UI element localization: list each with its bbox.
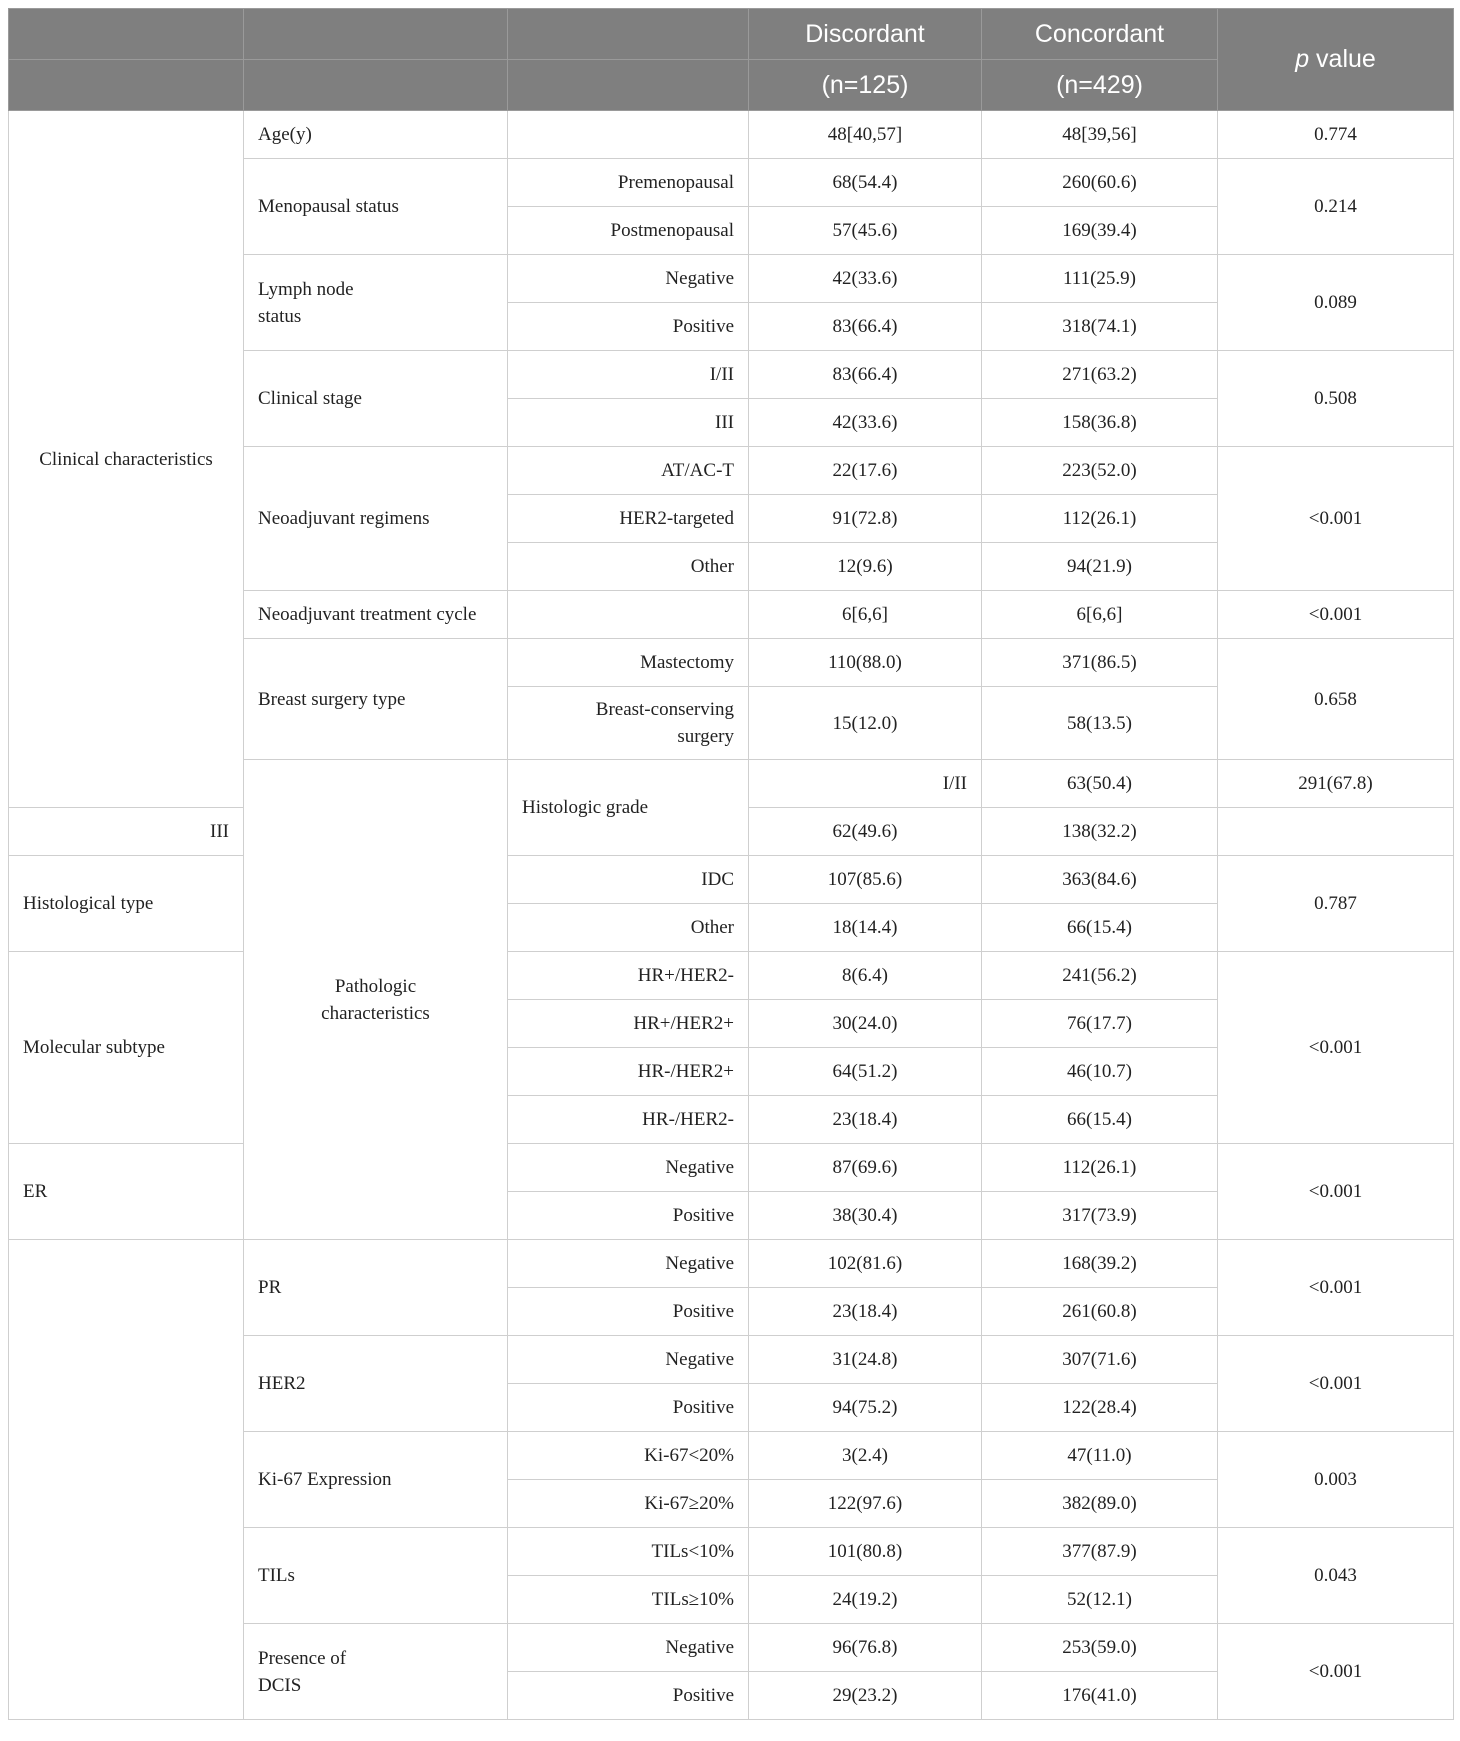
concordant-value: 318(74.1) xyxy=(982,303,1218,351)
concordant-value: 271(63.2) xyxy=(982,351,1218,399)
concordant-value: 112(26.1) xyxy=(982,495,1218,543)
header-group-cell xyxy=(9,9,244,60)
variable-label: TILs xyxy=(244,1528,508,1624)
concordant-value: 94(21.9) xyxy=(982,543,1218,591)
level-label: Negative xyxy=(508,1144,749,1192)
concordant-value: 76(17.7) xyxy=(982,1000,1218,1048)
level-label: Negative xyxy=(508,255,749,303)
header-group-cell xyxy=(9,60,244,111)
discordant-value: 38(30.4) xyxy=(749,1192,982,1240)
p-value: 0.003 xyxy=(1218,1432,1454,1528)
variable-label: Lymph node status xyxy=(244,255,508,351)
table-body xyxy=(9,111,1454,1720)
discordant-value: 24(19.2) xyxy=(749,1576,982,1624)
level-label: Mastectomy xyxy=(508,639,749,687)
concordant-value: 377(87.9) xyxy=(982,1528,1218,1576)
discordant-value: 18(14.4) xyxy=(749,904,982,952)
level-label: Breast-conserving surgery xyxy=(508,687,749,760)
group-clinical: Clinical characteristics xyxy=(9,111,244,808)
concordant-value: 371(86.5) xyxy=(982,639,1218,687)
level-label: HER2-targeted xyxy=(508,495,749,543)
concordant-value: 168(39.2) xyxy=(982,1240,1218,1288)
discordant-value: 63(50.4) xyxy=(982,760,1218,808)
p-value: <0.001 xyxy=(1218,1144,1454,1240)
discordant-value: 42(33.6) xyxy=(749,255,982,303)
header-variable-cell xyxy=(244,60,508,111)
concordant-value: 176(41.0) xyxy=(982,1672,1218,1720)
concordant-value: 260(60.6) xyxy=(982,159,1218,207)
concordant-value: 291(67.8) xyxy=(1218,760,1454,808)
discordant-value: 31(24.8) xyxy=(749,1336,982,1384)
p-value: 0.658 xyxy=(1218,639,1454,760)
p-value: <0.001 xyxy=(1218,447,1454,591)
discordant-value: 83(66.4) xyxy=(749,303,982,351)
concordant-value: 253(59.0) xyxy=(982,1624,1218,1672)
concordant-value: 223(52.0) xyxy=(982,447,1218,495)
p-value: 0.214 xyxy=(1218,159,1454,255)
concordant-value: 307(71.6) xyxy=(982,1336,1218,1384)
p-value: 0.787 xyxy=(1218,856,1454,952)
level-label xyxy=(508,111,749,159)
header-level-cell xyxy=(508,9,749,60)
concordant-value: 261(60.8) xyxy=(982,1288,1218,1336)
discordant-value: 8(6.4) xyxy=(749,952,982,1000)
p-value: <0.001 xyxy=(1218,1240,1454,1336)
level-label: III xyxy=(508,399,749,447)
level-label: Negative xyxy=(508,1336,749,1384)
header-level-cell xyxy=(508,60,749,111)
level-label: HR-/HER2- xyxy=(508,1096,749,1144)
discordant-value: 29(23.2) xyxy=(749,1672,982,1720)
concordant-value: 317(73.9) xyxy=(982,1192,1218,1240)
level-label xyxy=(508,591,749,639)
level-label: HR-/HER2+ xyxy=(508,1048,749,1096)
variable-label: Ki-67 Expression xyxy=(244,1432,508,1528)
level-label: HR+/HER2- xyxy=(508,952,749,1000)
level-label: Positive xyxy=(508,1384,749,1432)
discordant-value: 3(2.4) xyxy=(749,1432,982,1480)
group-pathologic: Pathologic characteristics xyxy=(244,760,508,1240)
table-row xyxy=(9,1144,1454,1192)
header-discordant: Discordant xyxy=(749,9,982,60)
level-label: Positive xyxy=(508,1672,749,1720)
p-value: 0.089 xyxy=(1218,255,1454,351)
variable-label: ER xyxy=(9,1144,244,1240)
p-value: 0.043 xyxy=(1218,1528,1454,1624)
discordant-value: 30(24.0) xyxy=(749,1000,982,1048)
p-value: 0.774 xyxy=(1218,111,1454,159)
discordant-value: 94(75.2) xyxy=(749,1384,982,1432)
variable-label: Presence of DCIS xyxy=(244,1624,508,1720)
concordant-value: 48[39,56] xyxy=(982,111,1218,159)
concordant-value: 52(12.1) xyxy=(982,1576,1218,1624)
concordant-value: 111(25.9) xyxy=(982,255,1218,303)
concordant-value: 46(10.7) xyxy=(982,1048,1218,1096)
variable-label: Age(y) xyxy=(244,111,508,159)
variable-label: Clinical stage xyxy=(244,351,508,447)
concordant-value: 169(39.4) xyxy=(982,207,1218,255)
discordant-value: 57(45.6) xyxy=(749,207,982,255)
discordant-value: 23(18.4) xyxy=(749,1288,982,1336)
level-label: HR+/HER2+ xyxy=(508,1000,749,1048)
concordant-value: 66(15.4) xyxy=(982,1096,1218,1144)
concordant-value: 58(13.5) xyxy=(982,687,1218,760)
discordant-value: 110(88.0) xyxy=(749,639,982,687)
variable-label: Molecular subtype xyxy=(9,952,244,1144)
level-label: Negative xyxy=(508,1624,749,1672)
variable-label: Neoadjuvant regimens xyxy=(244,447,508,591)
level-label: TILs≥10% xyxy=(508,1576,749,1624)
discordant-value: 96(76.8) xyxy=(749,1624,982,1672)
concordant-value: 112(26.1) xyxy=(982,1144,1218,1192)
concordant-value: 382(89.0) xyxy=(982,1480,1218,1528)
level-label: Other xyxy=(508,904,749,952)
discordant-value: 101(80.8) xyxy=(749,1528,982,1576)
header-variable-cell xyxy=(244,9,508,60)
level-label: Positive xyxy=(508,1192,749,1240)
discordant-value: 42(33.6) xyxy=(749,399,982,447)
discordant-value: 22(17.6) xyxy=(749,447,982,495)
p-value: <0.001 xyxy=(1218,1336,1454,1432)
discordant-value: 64(51.2) xyxy=(749,1048,982,1096)
discordant-value: 122(97.6) xyxy=(749,1480,982,1528)
characteristics-table xyxy=(8,8,1454,1720)
concordant-value: 241(56.2) xyxy=(982,952,1218,1000)
header-discordant-n: (n=125) xyxy=(749,60,982,111)
concordant-value: 363(84.6) xyxy=(982,856,1218,904)
concordant-value: 66(15.4) xyxy=(982,904,1218,952)
p-value: <0.001 xyxy=(1218,591,1454,639)
level-label: Other xyxy=(508,543,749,591)
concordant-value: 47(11.0) xyxy=(982,1432,1218,1480)
variable-label: Histological type xyxy=(9,856,244,952)
p-value: <0.001 xyxy=(1218,952,1454,1144)
concordant-value: 6[6,6] xyxy=(982,591,1218,639)
level-label: Positive xyxy=(508,303,749,351)
header-row xyxy=(9,9,1454,60)
level-label: I/II xyxy=(749,760,982,808)
level-label: Positive xyxy=(508,1288,749,1336)
level-label: Ki-67<20% xyxy=(508,1432,749,1480)
variable-label: PR xyxy=(244,1240,508,1336)
variable-label: Menopausal status xyxy=(244,159,508,255)
discordant-value: 62(49.6) xyxy=(749,808,982,856)
table-row xyxy=(9,111,1454,159)
p-value-word: value xyxy=(1309,45,1376,73)
level-label: Premenopausal xyxy=(508,159,749,207)
header-p-value xyxy=(1218,9,1454,111)
header-concordant-n: (n=429) xyxy=(982,60,1218,111)
level-label: AT/AC-T xyxy=(508,447,749,495)
table-header xyxy=(9,9,1454,111)
discordant-value: 48[40,57] xyxy=(749,111,982,159)
level-label: TILs<10% xyxy=(508,1528,749,1576)
group-empty xyxy=(9,1240,244,1720)
table-row xyxy=(9,1240,1454,1288)
discordant-value: 87(69.6) xyxy=(749,1144,982,1192)
discordant-value: 107(85.6) xyxy=(749,856,982,904)
discordant-value: 12(9.6) xyxy=(749,543,982,591)
p-italic: p xyxy=(1295,45,1310,73)
level-label: IDC xyxy=(508,856,749,904)
discordant-value: 102(81.6) xyxy=(749,1240,982,1288)
variable-label: Breast surgery type xyxy=(244,639,508,760)
variable-label: Histologic grade xyxy=(508,760,749,856)
table-row xyxy=(9,856,1454,904)
discordant-value: 6[6,6] xyxy=(749,591,982,639)
p-value: <0.001 xyxy=(1218,1624,1454,1720)
table-row xyxy=(9,952,1454,1000)
level-label: Ki-67≥20% xyxy=(508,1480,749,1528)
level-label: I/II xyxy=(508,351,749,399)
discordant-value: 15(12.0) xyxy=(749,687,982,760)
level-label: Negative xyxy=(508,1240,749,1288)
level-label: Postmenopausal xyxy=(508,207,749,255)
p-value: 0.508 xyxy=(1218,351,1454,447)
header-concordant: Concordant xyxy=(982,9,1218,60)
concordant-value: 122(28.4) xyxy=(982,1384,1218,1432)
discordant-value: 23(18.4) xyxy=(749,1096,982,1144)
characteristics-table-container xyxy=(8,8,1453,1720)
variable-label: HER2 xyxy=(244,1336,508,1432)
variable-label: Neoadjuvant treatment cycle xyxy=(244,591,508,639)
concordant-value: 158(36.8) xyxy=(982,399,1218,447)
level-label: III xyxy=(9,808,244,856)
discordant-value: 91(72.8) xyxy=(749,495,982,543)
discordant-value: 83(66.4) xyxy=(749,351,982,399)
discordant-value: 68(54.4) xyxy=(749,159,982,207)
concordant-value: 138(32.2) xyxy=(982,808,1218,856)
